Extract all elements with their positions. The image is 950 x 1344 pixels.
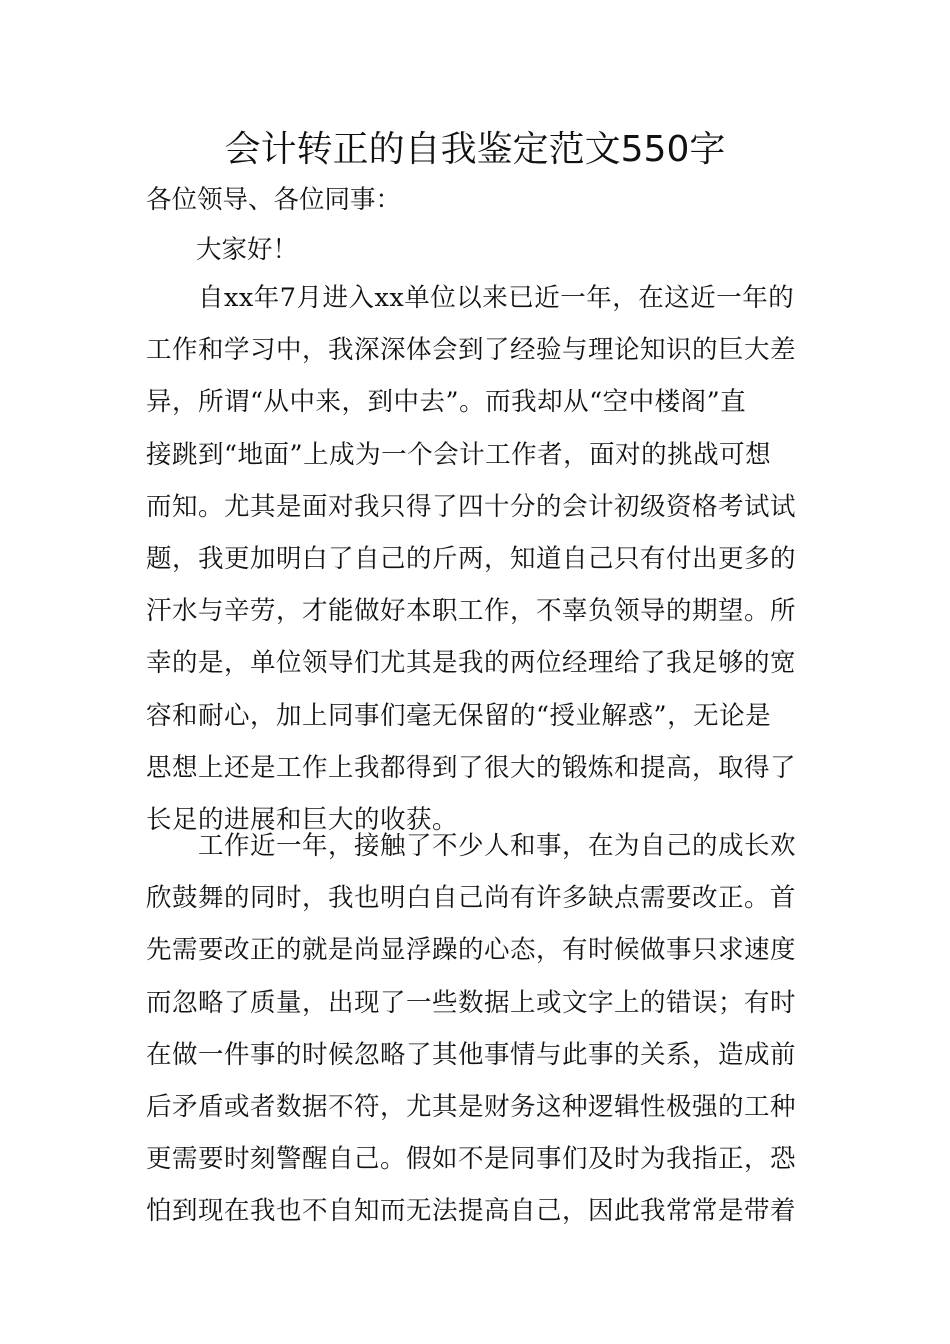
paragraph-line: 接跳到“地面”上成为一个会计工作者，面对的挑战可想 [146,439,772,470]
paragraph-line: 后矛盾或者数据不符，尤其是财务这种逻辑性极强的工种 [146,1091,797,1122]
paragraph-line: 幸的是，单位领导们尤其是我的两位经理给了我足够的宽 [146,648,797,679]
paragraph-line: 自xx年7月进入xx单位以来已近一年，在这近一年的 [146,283,795,313]
paragraph-line: 在做一件事的时候忽略了其他事情与此事的关系，造成前 [146,1039,797,1070]
paragraph-line: 怕到现在我也不自知而无法提高自己，因此我常常是带着 [146,1196,797,1227]
paragraph-1 [146,272,816,846]
paragraph-line: 长足的进展和巨大的收获。 [146,804,459,835]
paragraph-line: 而忽略了质量，出现了一些数据上或文字上的错误；有时 [146,987,797,1018]
salutation: 各位领导、各位同事： [146,185,402,215]
paragraph-line: 欣鼓舞的同时，我也明白自己尚有许多缺点需要改正。首 [146,883,797,914]
paragraph-line: 题，我更加明白了自己的斤两，知道自己只有付出更多的 [146,543,797,574]
document-title: 会计转正的自我鉴定范文550字 [224,129,726,170]
paragraph-line: 汗水与辛劳，才能做好本职工作，不辜负领导的期望。所 [146,596,797,627]
greeting: 大家好！ [196,235,299,265]
paragraph-2 [146,820,816,1238]
paragraph-line: 工作和学习中，我深深体会到了经验与理论知识的巨大差 [146,335,797,366]
paragraph-line: 更需要时刻警醒自己。假如不是同事们及时为我指正，恐 [146,1144,797,1175]
paragraph-line: 思想上还是工作上我都得到了很大的锻炼和提高，取得了 [146,752,797,783]
paragraph-line: 先需要改正的就是尚显浮躁的心态，有时候做事只求速度 [146,935,797,966]
paragraph-line: 容和耐心，加上同事们毫无保留的“授业解惑”，无论是 [146,700,772,731]
paragraph-line: 工作近一年，接触了不少人和事，在为自己的成长欢 [146,831,797,861]
paragraph-line: 而知。尤其是面对我只得了四十分的会计初级资格考试试 [146,491,797,522]
paragraph-line: 异，所谓“从中来，到中去”。而我却从“空中楼阁”直 [146,387,747,418]
